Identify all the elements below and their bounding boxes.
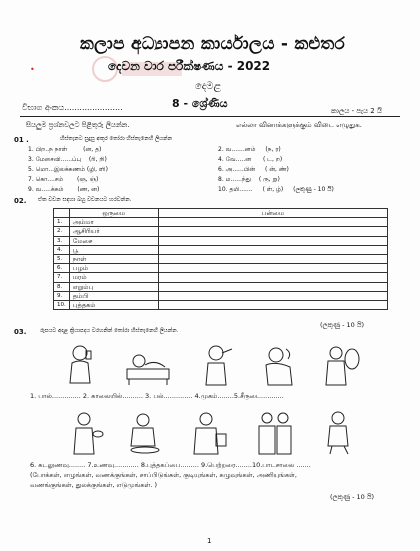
q3-marks: (ලකුණු - 10 යි)	[330, 493, 375, 501]
waking-up-illustration	[125, 343, 171, 387]
q1-number: 01 .	[14, 136, 29, 144]
table-row	[54, 254, 388, 263]
washing-face-illustration	[262, 343, 298, 387]
row-number: 5.	[54, 254, 70, 263]
q1-item: 6. அ......பின் ( ன், ண்)	[218, 166, 289, 173]
table-row	[54, 291, 388, 300]
row-number: 6.	[54, 264, 70, 273]
q3-rubric: රූපයට අදාළ ක්‍රියාපදය වරහනින් තෝරා හිස්තැනෙහි ලියන්න.	[40, 328, 179, 334]
plural-answer-cell[interactable]	[158, 282, 387, 291]
q1-item: 1. பிற..ந நாள் (ன, த)	[28, 146, 102, 153]
time-label: කාලය - පැය 2 යි	[331, 107, 382, 115]
going-to-school-illustration	[322, 410, 356, 456]
q1-item: 10. தமி....... ( ள், ழ்) (ලකුණු - 10 යි)	[218, 186, 334, 193]
greeting-parents-illustration	[255, 410, 295, 456]
column-header-singular: ஒருமை	[69, 209, 158, 218]
q2-rubric: ඒක වචන සඳහා බහු වචනයට හරවන්න.	[38, 197, 132, 203]
q1-item: 4. வே.....ன ( ட, ற)	[218, 156, 283, 163]
singular-word: எறும்பு	[69, 282, 158, 291]
singular-word: பழம்	[69, 264, 158, 273]
q3-number: 03.	[14, 328, 27, 336]
plural-answer-cell[interactable]	[158, 273, 387, 282]
singular-word: பூ	[69, 245, 158, 254]
plural-answer-cell[interactable]	[158, 264, 387, 273]
plural-answer-cell[interactable]	[158, 245, 387, 254]
table-row	[54, 300, 388, 309]
table-row	[54, 273, 388, 282]
index-number-label: විභාග අංකය.......................	[22, 103, 123, 112]
row-number: 2.	[54, 227, 70, 236]
row-number: 10.	[54, 300, 70, 309]
taking-school-bag-illustration	[190, 410, 230, 456]
table-cell	[54, 209, 70, 218]
header-office: කලාප අධ්‍යාපන කාර්යාලය - කළුතර	[80, 34, 346, 54]
plural-answer-cell[interactable]	[158, 236, 387, 245]
singular-word: தம்பி	[69, 291, 158, 300]
red-mark: •	[30, 65, 35, 74]
q1-item: 2. வ.......னம் (ந, ர)	[218, 146, 281, 153]
plural-answer-cell[interactable]	[158, 300, 387, 309]
q1-item: 7. கொ....சம் (ஞ, ஞ்)	[28, 176, 99, 183]
q1-item: 9. வ.....க்கம் (ண, ன)	[28, 186, 100, 193]
singular-word: மரம்	[69, 273, 158, 282]
table-row	[54, 236, 388, 245]
page-number: 1	[207, 537, 212, 545]
table-header-row	[54, 209, 388, 218]
header-divider	[20, 116, 400, 117]
eating-food-illustration	[125, 410, 165, 456]
q3-captions-row1: 1. பால்.............. 2. காலையில்.......... 3. பல்.............. 4.முகம்........5.சீருடை...........	[30, 392, 284, 400]
singular-word: ஆசிரியர்	[69, 227, 158, 236]
table-row	[54, 264, 388, 273]
q3-options-line1: (போக்கள், எழுங்கள், வணக்குங்கள், சாப்பிடுங்கள், குடியுங்கள், கழுவுங்கள், அணியுங்கள்,	[30, 471, 297, 479]
q1-rubric: හිස්තැනට සුදුසු අකුර තෝරා හිස්තැනෙහි ලියන්න	[60, 136, 173, 142]
instruction-tamil: எல்லா வினாக்களுக்கும் விடை எழுதுக.	[236, 121, 362, 129]
table-row	[54, 227, 388, 236]
singular-word: நாள்	[69, 254, 158, 263]
header-exam-title: දෙවන වාර පරීක්ෂණය - 2022	[108, 59, 271, 73]
plural-table	[53, 208, 388, 310]
q2-marks: (ලකුණු - 10 යි)	[320, 321, 365, 329]
q3-captions-row2: 6. கடலுணவு........ 7.உணவு............ 8.புத்தகப்பை......... 9.பெற்றரை........10.பாடசாலை .......	[30, 461, 311, 469]
singular-word: மேசை	[69, 236, 158, 245]
row-number: 8.	[54, 282, 70, 291]
q1-item: 3. மேசைவி......ப்பு (ரி, றி)	[28, 156, 107, 163]
row-number: 4.	[54, 245, 70, 254]
buying-seafood-illustration	[70, 410, 104, 456]
plural-answer-cell[interactable]	[158, 254, 387, 263]
singular-word: அம்மா	[69, 218, 158, 227]
q1-item: 8. ம......ந்து ( ரு, று)	[218, 176, 280, 183]
drinking-milk-illustration	[62, 343, 102, 387]
q1-item: 5. மொ...இலக்கணம் (ழி, ளி)	[28, 166, 108, 173]
instruction-sinhala: සියලුම ප්‍රශ්නවලට පිළිතුරු ලියන්න.	[26, 121, 130, 129]
plural-answer-cell[interactable]	[158, 218, 387, 227]
table-row	[54, 282, 388, 291]
header-grade: 8 - ශ්‍රේණිය	[172, 97, 228, 110]
header-subject: දෙමළ	[195, 81, 222, 92]
wearing-uniform-illustration	[322, 343, 362, 387]
q2-number: 02.	[14, 197, 27, 205]
q3-options-line2: வணங்குங்கள், துலக்குங்கள், எடுமுங்கள். )	[30, 481, 158, 489]
row-number: 1.	[54, 218, 70, 227]
column-header-plural: பன்மை	[158, 209, 387, 218]
row-number: 7.	[54, 273, 70, 282]
brushing-teeth-illustration	[200, 343, 236, 387]
plural-answer-cell[interactable]	[158, 291, 387, 300]
table-row	[54, 218, 388, 227]
singular-word: புத்தகம்	[69, 300, 158, 309]
row-number: 3.	[54, 236, 70, 245]
row-number: 9.	[54, 291, 70, 300]
table-row	[54, 245, 388, 254]
plural-answer-cell[interactable]	[158, 227, 387, 236]
